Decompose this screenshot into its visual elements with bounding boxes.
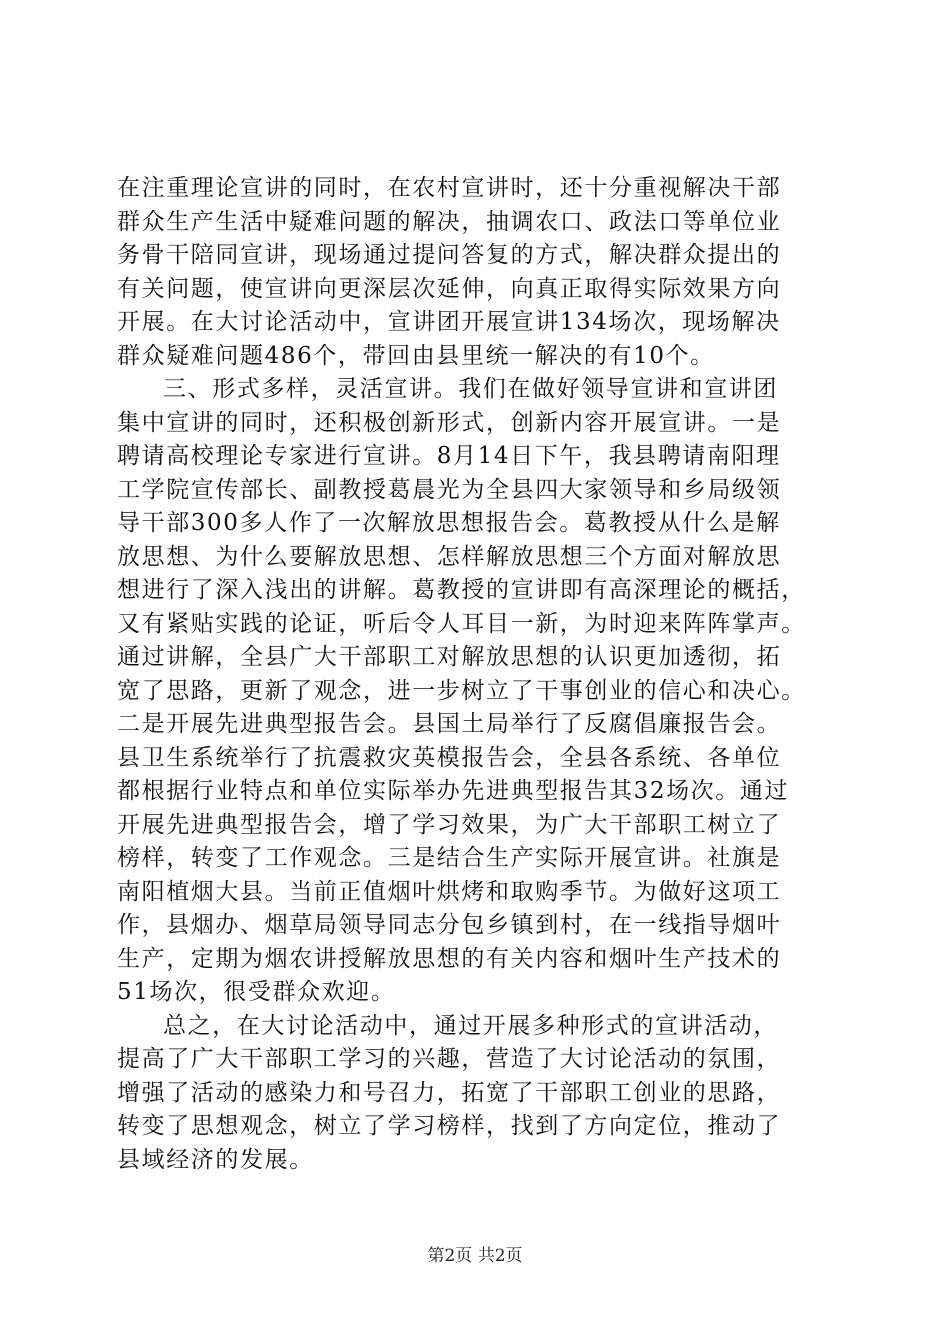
text-line: 都根据行业特点和单位实际举办先进典型报告其32场次。通过 xyxy=(117,778,790,804)
text-line: 转变了思想观念，树立了学习榜样，找到了方向定位，推动了 xyxy=(117,1113,782,1139)
document-body xyxy=(117,172,837,1177)
text-line: 又有紧贴实践的论证，听后令人耳目一新，为时迎来阵阵掌声。 xyxy=(117,610,806,637)
paragraph-continuation xyxy=(117,172,837,373)
paragraph-section-three xyxy=(117,373,837,1010)
text-line: 榜样，转变了工作观念。三是结合生产实际开展宣讲。社旗是 xyxy=(117,845,782,871)
text-line: 作，县烟办、烟草局领导同志分包乡镇到村，在一线指导烟叶 xyxy=(117,912,782,938)
text-line: 三、形式多样，灵活宣讲。我们在做好领导宣讲和宣讲团 xyxy=(163,376,778,402)
text-line: 想进行了深入浅出的讲解。葛教授的宣讲即有高深理论的概括， xyxy=(117,577,806,603)
text-line: 放思想、为什么要解放思想、怎样解放思想三个方面对解放思 xyxy=(117,543,782,570)
text-line: 集中宣讲的同时，还积极创新形式，创新内容开展宣讲。一是 xyxy=(117,409,782,436)
text-line: 二是开展先进典型报告会。县国土局举行了反腐倡廉报告会。 xyxy=(117,711,782,737)
page-number-footer: 第2页 共2页 xyxy=(427,1246,523,1266)
paragraph-conclusion xyxy=(117,1010,837,1178)
text-line: 县域经济的发展。 xyxy=(117,1146,314,1173)
text-line: 增强了活动的感染力和号召力，拓宽了干部职工创业的思路， xyxy=(117,1079,782,1106)
text-line: 总之，在大讨论活动中，通过开展多种形式的宣讲活动， xyxy=(163,1012,778,1039)
text-line: 生产，定期为烟农讲授解放思想的有关内容和烟叶生产技术的 xyxy=(117,945,782,972)
text-line: 51场次，很受群众欢迎。 xyxy=(117,979,396,1005)
text-line: 群众生产生活中疑难问题的解决，抽调农口、政法口等单位业 xyxy=(117,208,782,235)
text-line: 宽了思路，更新了观念，进一步树立了干事创业的信心和决心。 xyxy=(117,677,806,704)
text-line: 提高了广大干部职工学习的兴趣，营造了大讨论活动的氛围， xyxy=(117,1046,782,1072)
text-line: 群众疑难问题486个，带回由县里统一解决的有10个。 xyxy=(117,342,715,369)
text-line: 在注重理论宣讲的同时，在农村宣讲时，还十分重视解决干部 xyxy=(117,175,782,201)
text-line: 南阳植烟大县。当前正值烟叶烘烤和取购季节。为做好这项工 xyxy=(117,878,782,905)
text-line: 导干部300多人作了一次解放思想报告会。葛教授从什么是解 xyxy=(117,510,781,536)
text-line: 有关问题，使宣讲向更深层次延伸，向真正取得实际效果方向 xyxy=(117,275,782,302)
text-line: 开展。在大讨论活动中，宣讲团开展宣讲134场次，现场解决 xyxy=(117,309,781,335)
text-line: 县卫生系统举行了抗震救灾英模报告会，全县各系统、各单位 xyxy=(117,744,782,771)
text-line: 通过讲解，全县广大干部职工对解放思想的认识更加透彻，拓 xyxy=(117,644,782,670)
text-line: 聘请高校理论专家进行宣讲。8月14日下午，我县聘请南阳理 xyxy=(117,443,781,469)
text-line: 工学院宣传部长、副教授葛晨光为全县四大家领导和乡局级领 xyxy=(117,476,782,503)
text-line: 务骨干陪同宣讲，现场通过提问答复的方式，解决群众提出的 xyxy=(117,242,782,268)
text-line: 开展先进典型报告会，增了学习效果，为广大干部职工树立了 xyxy=(117,811,782,838)
